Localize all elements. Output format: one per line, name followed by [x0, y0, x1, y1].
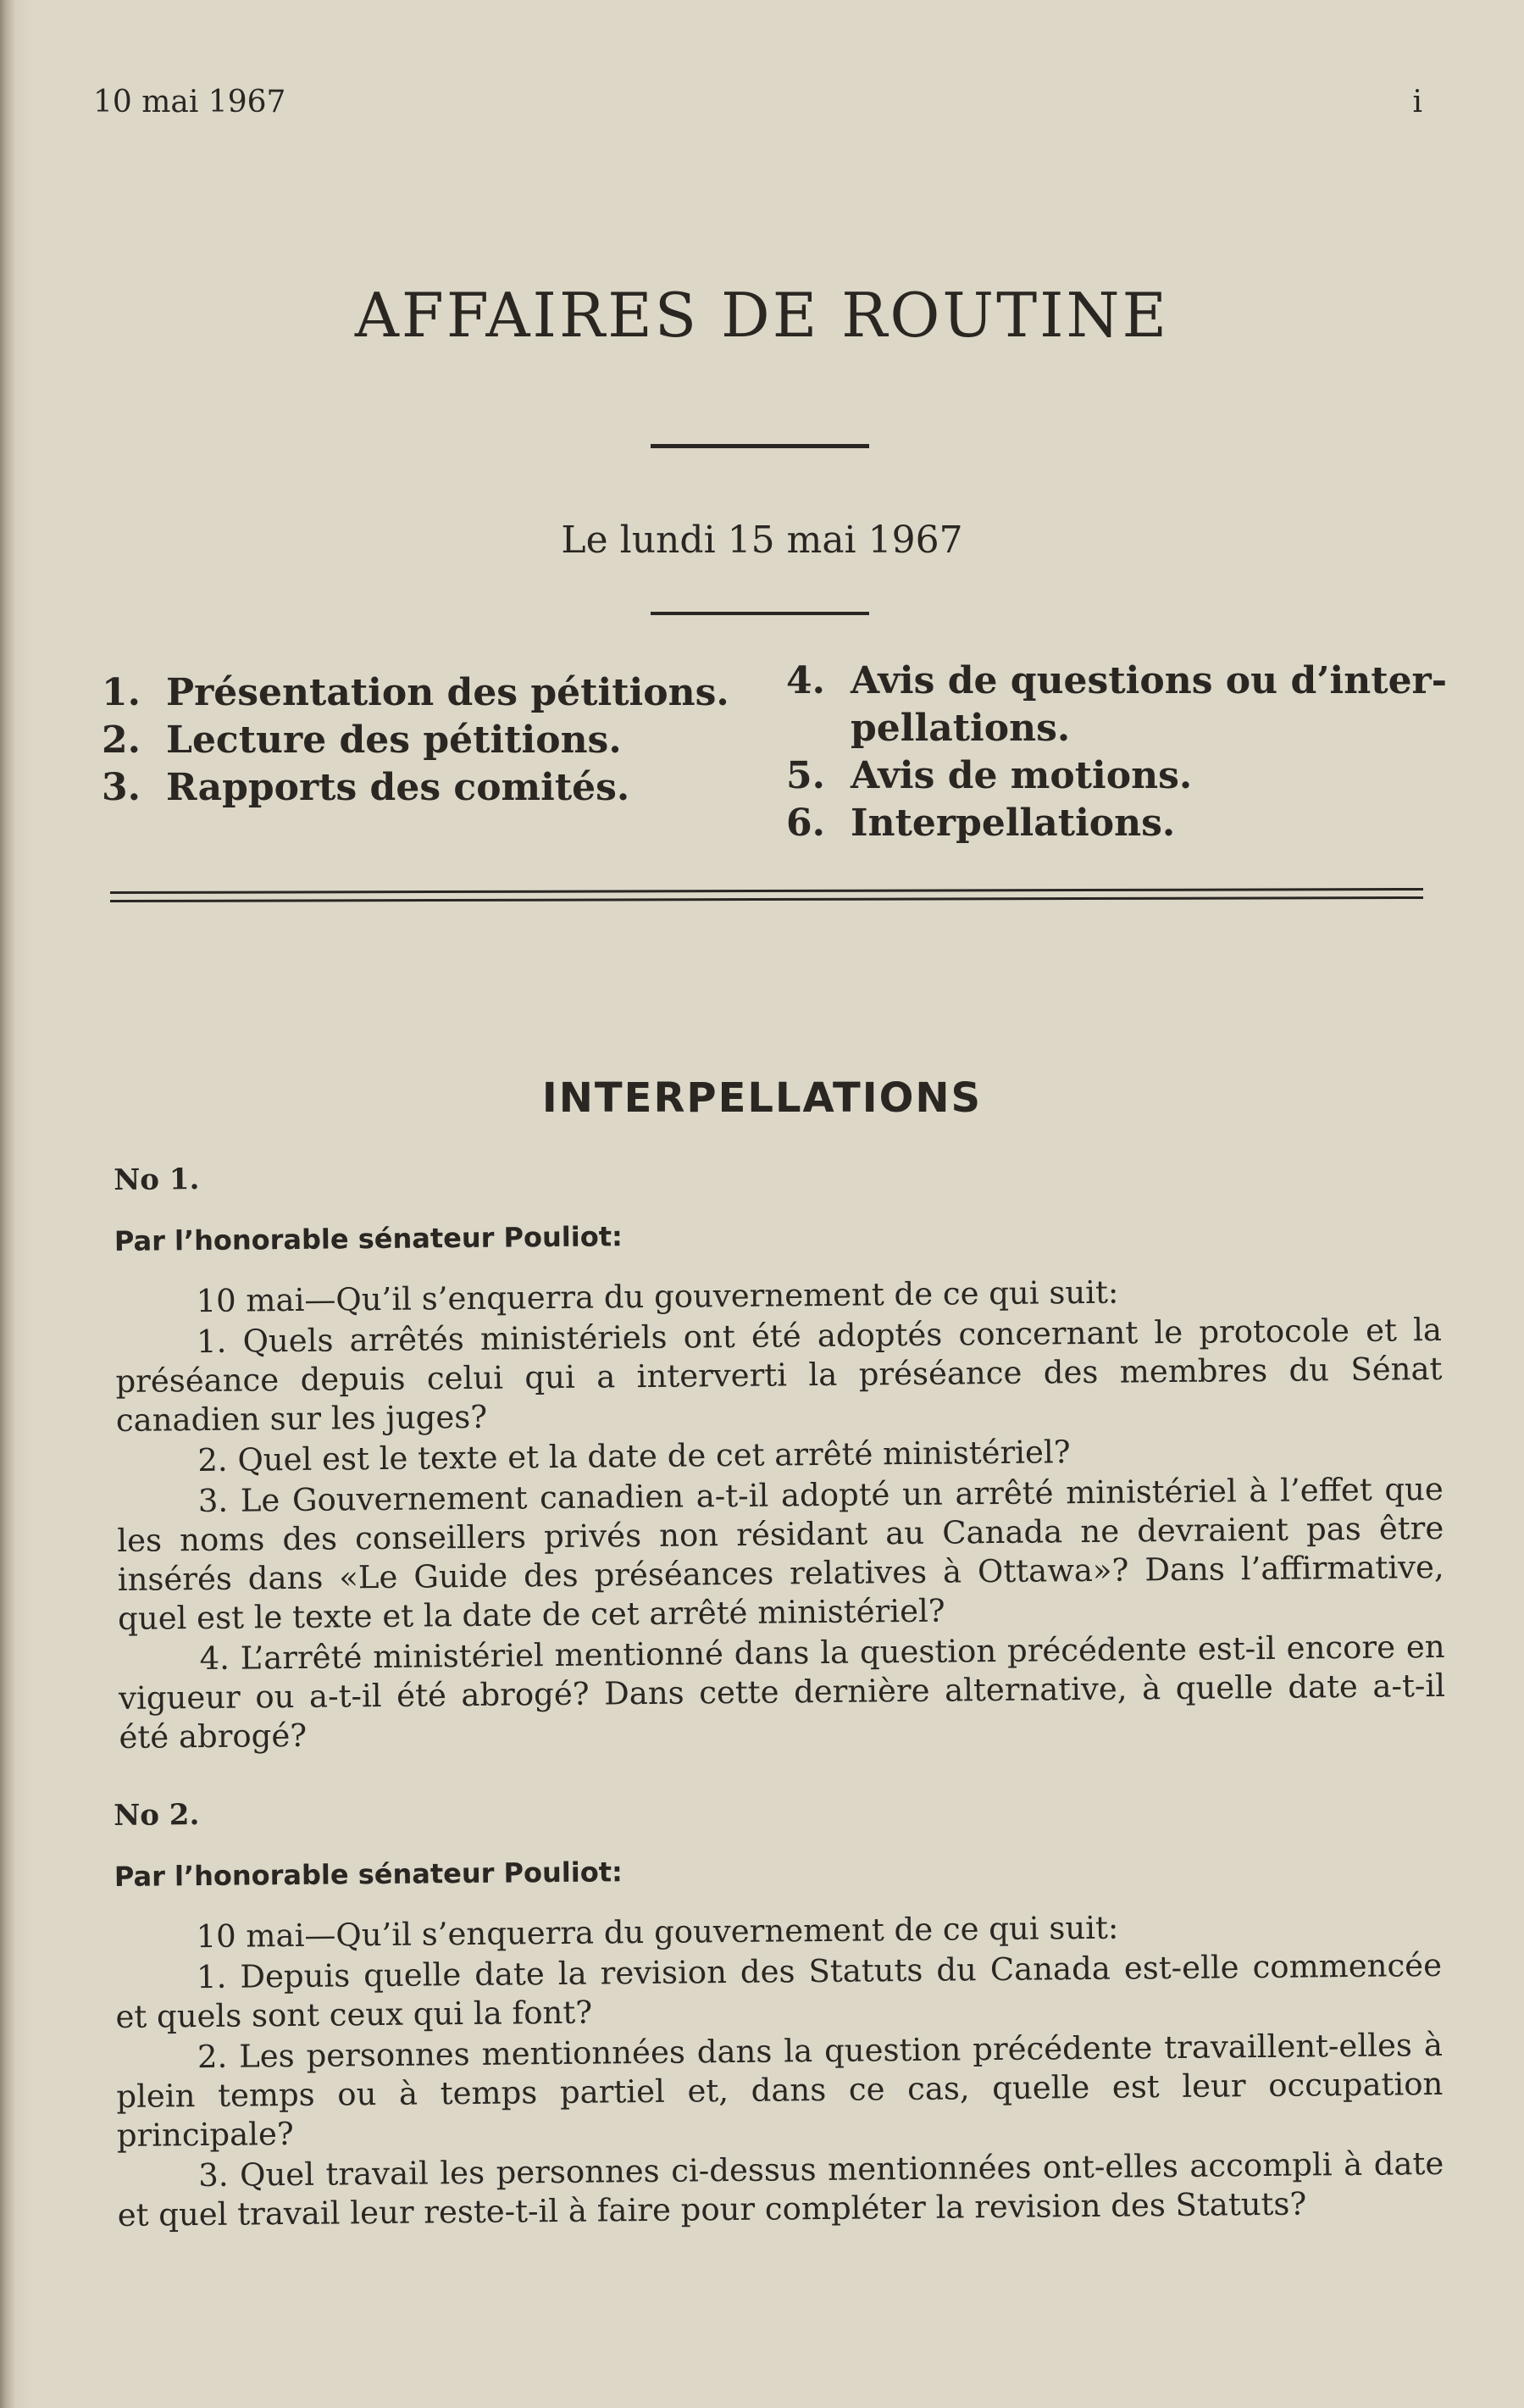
- question-intro: 10 mai—Qu’il s’enquerra du gouvernement de ce qui suit:: [196, 1909, 1119, 1956]
- question-item: 3. Le Gouvernement canadien a-t-il adopté un arrêté ministériel à l’effet que les noms des conseillers privés non résidant au Canada ne devraient pas être insérés dans «Le Guide des préséances relatives à Ottawa»? Dans l’affirmative, quel est le texte et la date de cet arrêté ministériel?: [117, 1470, 1444, 1637]
- page-title: AFFAIRES DE ROUTINE: [354, 280, 1170, 351]
- page-number: i: [1412, 85, 1422, 119]
- question-item: 4. L’arrêté ministériel mentionné dans la question précédente est-il encore en vigueur ou a-t-il été abrogé? Dans cette dernière alternative, à quelle date a-t-il été abrogé?: [118, 1628, 1446, 1756]
- question-item: 1. Depuis quelle date la revision des Statuts du Canada est-elle commencée et quels sont ceux qui la font?: [115, 1946, 1443, 2035]
- subtitle-rule: [651, 612, 869, 615]
- page-header: [93, 85, 1422, 127]
- agenda-item: 4. Avis de questions ou d’inter-: [786, 659, 1447, 702]
- agenda-item-continuation: pellations.: [851, 707, 1071, 750]
- question-author: Par l’honorable sénateur Pouliot:: [114, 1220, 623, 1257]
- question-item: 2. Quel est le texte et la date de cet arrêté ministériel?: [197, 1434, 1071, 1479]
- question-item: 1. Quels arrêtés ministériels ont été adoptés concernant le protocole et la préséance depuis celui qui a interverti la préséance des membres du Sénat canadien sur les juges?: [115, 1311, 1443, 1439]
- agenda-item: 3. Rapports des comités.: [102, 766, 630, 809]
- question-block-1: [114, 1161, 1446, 1759]
- agenda-item: 1. Présentation des pétitions.: [102, 671, 729, 714]
- section-title: INTERPELLATIONS: [541, 1074, 983, 1122]
- section-divider: [110, 890, 1423, 907]
- question-block-2: [114, 1796, 1444, 2237]
- question-item: 3. Quel travail les personnes ci-dessus mentionnées ont-elles accompli à date et quel travail leur reste-t-il à faire pour compléter la revision des Statuts?: [117, 2144, 1444, 2233]
- question-author: Par l’honorable sénateur Pouliot:: [114, 1856, 623, 1893]
- question-number: No 2.: [114, 1798, 200, 1833]
- question-item: 2. Les personnes mentionnées dans la question précédente travaillent-elles à plein temps ou à temps partiel et, dans ce cas, quelle est leur occupation principale?: [116, 2026, 1444, 2154]
- title-rule: [651, 444, 869, 448]
- agenda-item: 6. Interpellations.: [786, 802, 1176, 845]
- question-number: No 1.: [114, 1162, 200, 1197]
- question-intro: 10 mai—Qu’il s’enquerra du gouvernement de ce qui suit:: [196, 1273, 1119, 1320]
- page-subtitle: Le lundi 15 mai 1967: [561, 519, 963, 562]
- header-date: 10 mai 1967: [93, 85, 286, 119]
- agenda-column-right: [786, 657, 1447, 847]
- agenda-item: 2. Lecture des pétitions.: [102, 719, 622, 762]
- agenda-item: 5. Avis de motions.: [786, 754, 1193, 797]
- agenda-column-left: [102, 669, 779, 812]
